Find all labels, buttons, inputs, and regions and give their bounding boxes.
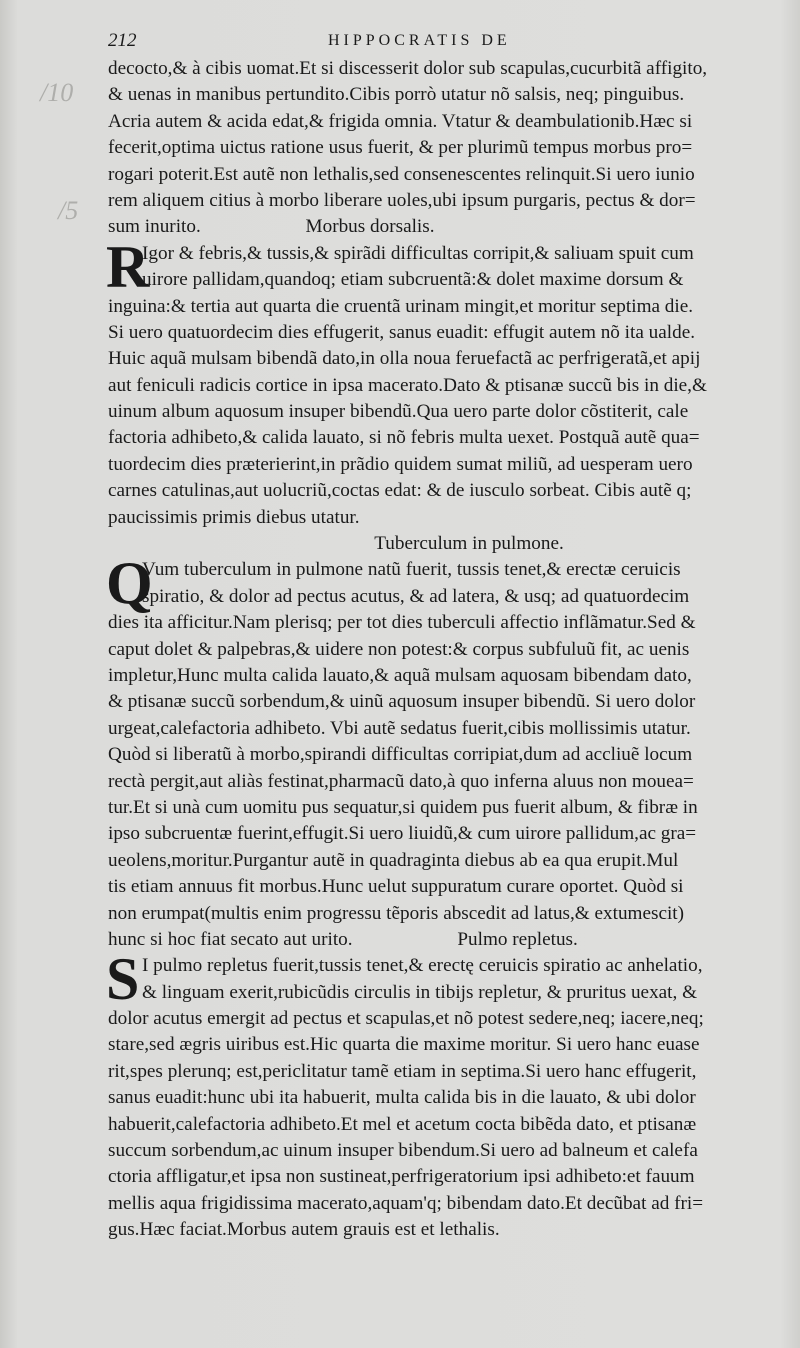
section-heading-tuberculum: Tuberculum in pulmone. [374,533,564,555]
margin-note-2: /5 [58,196,79,225]
text-line: fecerit,optima uictus ratione usus fuerit, & per plurimũ tempus morbus pro= [108,137,693,159]
text-line: Huic aquã mulsam bibendã dato,in olla noua feruefactã ac perfrigeratã,et apij [108,348,701,370]
text-line: succum sorbendum,ac uinum insuper bibendum.Si uero ad balneum et calefa [108,1140,698,1162]
text-line: impletur,Hunc multa calida lauato,& aquã mulsam aquosam bibendam dato, [108,664,692,686]
body-text [108,56,770,1244]
text-line: ctoria affligatur,et ipsa non sustineat,perfrigeratorium ipsi adhibeto:et fauum [108,1166,695,1188]
margin-note-1: /10 [40,78,74,107]
text-line: non erumpat(multis enim progressu tẽporis abscedit ad latus,& extumescit) [108,902,685,924]
text-line: Quòd si liberatũ à morbo,spirandi difficultas corripiat,dum ad accliuẽ locum [108,744,693,766]
text-line: mellis aqua frigidissima macerato,aquam'q; bibendam dato.Et decũbat ad fri= [108,1192,704,1214]
text-line-with-heading [108,214,770,240]
text-line: dolor acutus emergit ad pectus et scapulas,et nõ potest sedere,neq; iacere,neq; [108,1008,704,1030]
text-line: rit,spes plerunq; est,periclitatur tamẽ etiam in septima.Si uero hanc effugerit, [108,1060,697,1082]
drop-cap: S [106,946,140,1013]
text-line-with-heading [108,927,770,953]
text-line: dies ita afficitur.Nam plerisq; per tot dies tuberculi affectio inflãmatur.Sed & [108,612,696,634]
text-line: rogari poterit.Est autẽ non lethalis,sed consenescentes relinquit.Si uero iunio [108,163,695,185]
drop-cap: Q [106,550,153,617]
text-line: tuordecim dies præterierint,in prãdio quidem sumat miliũ, ad uesperam uero [108,453,693,475]
text-fragment: sum inurito. [108,216,201,238]
page-header [108,30,788,54]
running-head: HIPPOCRATIS DE [328,32,511,49]
text-line: uinum album aquosum insuper bibendũ.Qua uero parte dolor cõstiterit, cale [108,401,689,423]
text-line: aut feniculi radicis cortice in ipsa macerato.Dato & ptisanæ succũ bis in die,& [108,374,707,396]
text-line: Si uero quatuordecim dies effugerit, sanus euadit: effugit autem nõ ita ualde. [108,321,696,343]
text-line: decocto,& à cibis uomat.Et si discesserit dolor sub scapulas,cucurbitã affigito, [108,58,708,79]
text-line: paucissimis primis diebus utatur. [108,506,360,528]
text-line: factoria adhibeto,& calida lauato, si nõ febris multa uexet. Postquã autẽ qua= [108,427,700,449]
drop-cap: R [106,233,150,300]
text-line: Acria autem & acida edat,& frigida omnia. Vtatur & deambulationib.Hæc si [108,110,693,132]
text-fragment: hunc si hoc fiat secato aut urito. [108,928,353,950]
text-line: stare,sed ægris uiribus est.Hic quarta die maxime moritur. Si uero hanc euase [108,1034,700,1056]
text-line: tur.Et si unà cum uomitu pus sequatur,si quidem pus fuerit album, & fibræ in [108,796,698,818]
text-line: sanus euadit:hunc ubi ita habuerit, multa calida bis in die lauato, & ubi dolor [108,1087,696,1109]
section-heading-morbus-dorsalis: Morbus dorsalis. [305,216,435,238]
text-line: ueolens,moritur.Purgantur autẽ in quadraginta diebus ab ea qua erupit.Mul [108,849,679,871]
section-heading-pulmo-repletus: Pulmo repletus. [457,928,578,950]
text-line: habuerit,calefactoria adhibeto.Et mel et acetum cocta bibẽda dato, et ptisanæ [108,1113,697,1135]
text-line: & ptisanæ succũ sorbendum,& uinũ aquosum insuper bibendũ. Si uero dolor [108,691,696,713]
text-line: & linguam exerit,rubicũdis circulis in tibijs repletur, & pruritus uexat, & [142,981,698,1003]
text-line: ipso subcruentæ fuerint,effugit.Si uero liuidũ,& cum uirore pallidum,ac gra= [108,823,697,845]
text-line: rectà pergit,aut aliàs festinat,pharmacũ dato,à quo inferna aluus non mouea= [108,770,694,792]
text-line: caput dolet & palpebras,& uidere non potest:& corpus subfuluũ fit, ac uenis [108,638,690,660]
text-line: uirore pallidam,quandoq; etiam subcruentã:& dolet maxime dorsum & [142,269,684,291]
text-fragment: Vum tuberculum in pulmone natũ fuerit, tussis tenet,& erectæ ceruicis [142,559,681,581]
text-line: inguina:& tertia aut quarta die cruentã urinam mingit,et moritur septima die. [108,295,694,317]
text-line: tis etiam annuus fit morbus.Hunc uelut suppuratum curare oportet. Quòd si [108,876,684,898]
text-fragment: Igor & febris,& tussis,& spirãdi difficultas corripit,& saliuam spuit cum [142,242,694,264]
text-line: gus.Hæc faciat.Morbus autem grauis est et lethalis. [108,1219,500,1241]
page-number: 212 [108,30,137,51]
text-line: carnes catulinas,aut uolucriũ,coctas edat: & de iusculo sorbeat. Cibis autẽ q; [108,480,692,502]
text-line: rem aliquem citius à morbo liberare uoles,ubi ipsum purgaris, pectus & dor= [108,189,696,211]
text-line: & uenas in manibus pertundito.Cibis porrò utatur nõ salsis, neq; pinguibus. [108,84,685,106]
text-line: spiratio, & dolor ad pectus acutus, & ad latera, & usq; ad quatuordecim [142,585,690,607]
text-fragment: I pulmo repletus fuerit,tussis tenet,& erectę ceruicis spiratio ac anhelatio, [142,955,703,977]
text-line: urgeat,calefactoria adhibeto. Vbi autẽ sedatus fuerit,cibis mollissimis utatur. [108,717,691,739]
